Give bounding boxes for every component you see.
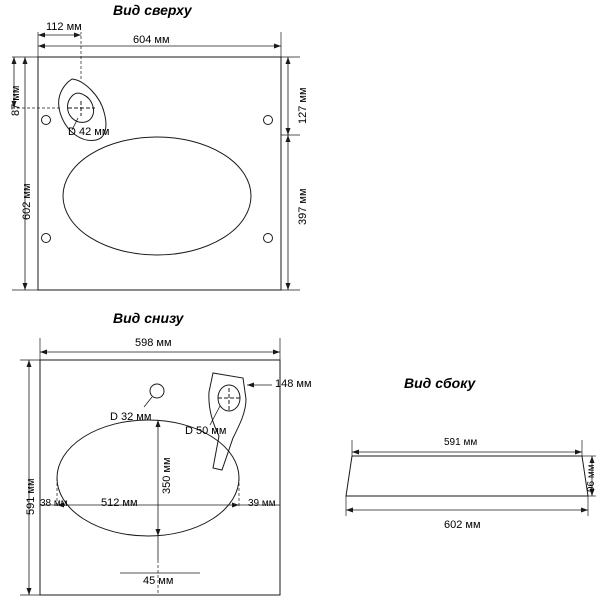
dim-top-offset-left: 112 мм xyxy=(46,21,82,33)
side-view-outline xyxy=(346,456,588,496)
dim-top-width: 604 мм xyxy=(133,34,170,46)
mount-hole xyxy=(264,116,273,125)
dim-bottom-width: 598 мм xyxy=(135,337,172,349)
basin-bowl-bottom xyxy=(57,420,239,536)
faucet-mount-bottom xyxy=(209,373,246,470)
dim-top-height: 602 мм xyxy=(21,183,33,220)
bottom-view-title: Вид снизу xyxy=(113,310,184,326)
mount-hole xyxy=(42,234,51,243)
dim-bottom-bowl-depth: 350 мм xyxy=(161,457,173,494)
dim-bottom-left-margin: 38 мм xyxy=(40,498,68,509)
dim-top-faucet-hole: D 42 мм xyxy=(68,126,110,138)
dim-bottom-hole-small: D 32 мм xyxy=(110,411,152,423)
dim-bottom-height: 591 мм xyxy=(25,478,37,515)
dim-bottom-hole-large: D 50 мм xyxy=(185,425,227,437)
dim-top-faucet-offset: 87 мм xyxy=(10,85,22,116)
mount-hole xyxy=(42,116,51,125)
dim-top-right-span: 397 мм xyxy=(297,188,309,225)
dim-side-height: 96 мм xyxy=(586,464,597,492)
dim-bottom-bowl-width: 512 мм xyxy=(101,497,138,509)
dim-bottom-right-offset: 148 мм xyxy=(275,378,312,390)
dim-top-right-offset: 127 мм xyxy=(297,87,309,124)
basin-bowl-top xyxy=(63,137,251,255)
drain-hole-small xyxy=(150,384,164,398)
mount-hole xyxy=(264,234,273,243)
dim-bottom-right-margin: 39 мм xyxy=(248,498,276,509)
dim-side-bottom-width: 602 мм xyxy=(444,519,481,531)
top-view-title: Вид сверху xyxy=(113,2,192,18)
side-view-title: Вид сбоку xyxy=(404,375,476,391)
dim-bottom-bottom-margin: 45 мм xyxy=(143,575,174,587)
bottom-view-outline xyxy=(40,360,280,595)
dim-side-top-width: 591 мм xyxy=(444,437,478,448)
